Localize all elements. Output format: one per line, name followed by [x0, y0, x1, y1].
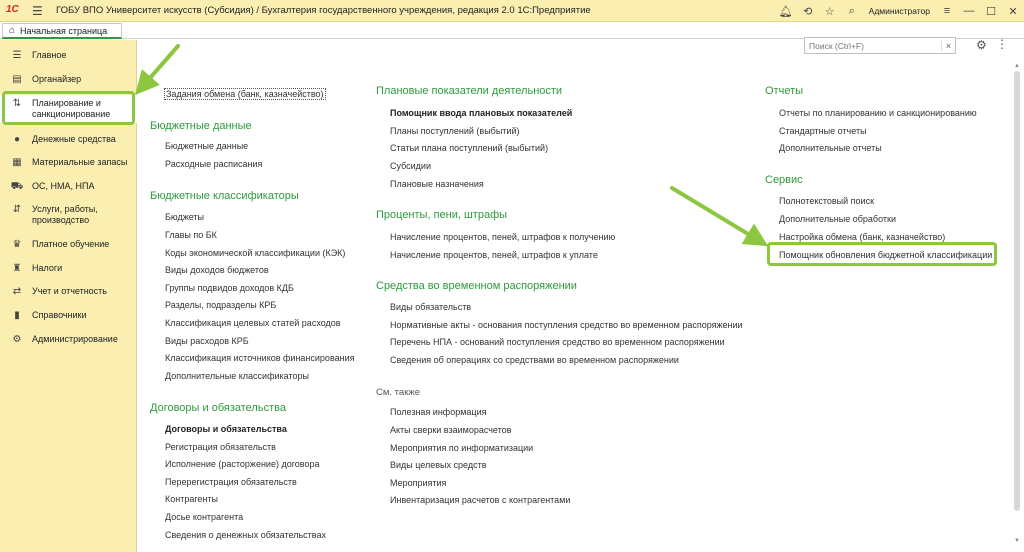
user-name[interactable]: Администратор — [868, 6, 930, 16]
link-npa-list[interactable]: Перечень НПА - оснований поступления средство во временном распоряжении — [390, 337, 725, 347]
group-title-plan-indicators: Плановые показатели деятельности — [376, 85, 563, 97]
sidebar-item-services[interactable] — [0, 204, 137, 226]
link-it-activities[interactable]: Мероприятия по информатизации — [390, 443, 534, 453]
link-fulltext-search[interactable]: Полнотекстовый поиск — [779, 196, 875, 206]
link-regulatory-acts[interactable]: Нормативные акты - основания поступления средство во временном распоряжении — [390, 320, 743, 330]
link-counterparty-dossier[interactable]: Досье контрагента — [165, 512, 244, 522]
scroll-thumb[interactable] — [1014, 71, 1020, 511]
link-penalties-payable[interactable]: Начисление процентов, пеней, штрафов к уплате — [390, 250, 598, 260]
link-extra-processing[interactable]: Дополнительные обработки — [779, 214, 896, 224]
sidebar-item-label: Услуги, работы, производство — [32, 204, 98, 225]
link-obligation-types[interactable]: Виды обязательств — [390, 302, 472, 312]
sidebar-item-education[interactable] — [0, 239, 137, 250]
group-title-service: Сервис — [765, 174, 803, 186]
link-inventory-settlements[interactable]: Инвентаризация расчетов с контрагентами — [390, 495, 571, 505]
link-income-types[interactable]: Виды доходов бюджетов — [165, 265, 269, 275]
link-budget-data[interactable]: Бюджетные данные — [165, 141, 249, 151]
link-receipt-plan-items[interactable]: Статьи плана поступлений (выбытий) — [390, 143, 549, 153]
services-icon: ⇵ — [12, 204, 22, 215]
sidebar-item-organizer[interactable] — [0, 74, 137, 85]
more-icon[interactable]: ⋮ — [996, 37, 1008, 51]
group-title-penalties: Проценты, пени, штрафы — [376, 209, 508, 221]
stock-icon: ▦ — [12, 157, 22, 168]
sidebar-item-label: Денежные средства — [32, 134, 116, 144]
sidebar-item-admin[interactable] — [0, 334, 137, 345]
link-target-funds[interactable]: Виды целевых средств — [390, 460, 487, 470]
sidebar-item-label: Материальные запасы — [32, 157, 128, 167]
sidebar-item-main[interactable] — [0, 50, 137, 61]
clear-icon[interactable]: × — [941, 41, 955, 51]
link-receipt-plans[interactable]: Планы поступлений (выбытий) — [390, 126, 520, 136]
sidebar-item-stock[interactable] — [0, 157, 137, 168]
education-icon: ♛ — [12, 239, 22, 250]
link-exchange-settings[interactable]: Настройка обмена (банк, казначейство) — [779, 232, 946, 242]
link-contract-execution[interactable]: Исполнение (расторжение) договора — [165, 459, 320, 469]
group-title-reports: Отчеты — [765, 85, 804, 97]
hamburger-menu-icon[interactable]: ☰ — [32, 3, 43, 18]
planning-icon: ⇅ — [12, 98, 22, 109]
link-extra-classifiers[interactable]: Дополнительные классификаторы — [165, 371, 309, 381]
link-extra-reports[interactable]: Дополнительные отчеты — [779, 143, 882, 153]
search-input[interactable] — [805, 38, 941, 53]
main-panel — [138, 37, 1024, 552]
app-logo: 1С — [6, 3, 19, 15]
link-penalties-receivable[interactable]: Начисление процентов, пеней, штрафов к получению — [390, 232, 616, 242]
bell-icon[interactable]: 🔔︎ — [778, 5, 793, 18]
sidebar-highlight-frame — [2, 91, 135, 125]
settings-menu-icon[interactable]: ≡ — [943, 5, 951, 17]
link-monetary-obligations[interactable]: Сведения о денежных обязательствах — [165, 530, 326, 540]
sidebar-item-label: Налоги — [32, 263, 63, 273]
group-title-see-also: См. также — [376, 387, 420, 398]
sidebar — [0, 40, 137, 552]
tab-home[interactable] — [2, 23, 122, 39]
link-target-classification[interactable]: Классификация целевых статей расходов — [165, 318, 341, 328]
vertical-scrollbar[interactable] — [1013, 63, 1021, 547]
link-useful-info[interactable]: Полезная информация — [390, 407, 487, 417]
link-kdb-groups[interactable]: Группы подвидов доходов КДБ — [165, 283, 294, 293]
group-title-contracts: Договоры и обязательства — [150, 402, 286, 414]
sidebar-item-taxes[interactable] — [0, 263, 137, 274]
link-temporary-operations[interactable]: Сведения об операциях со средствами во временном распоряжении — [390, 355, 679, 365]
group-title-budget-data: Бюджетные данные — [150, 120, 252, 132]
group-title-temporary-funds: Средства во временном распоряжении — [376, 280, 577, 292]
sidebar-item-label: Справочники — [32, 310, 87, 320]
sidebar-item-accounting[interactable] — [0, 286, 137, 297]
link-kek-codes[interactable]: Коды экономической классификации (КЭК) — [165, 248, 346, 258]
link-plan-assignments[interactable]: Плановые назначения — [390, 179, 484, 189]
service-highlight-frame — [767, 242, 997, 266]
link-reconciliation-acts[interactable]: Акты сверки взаиморасчетов — [390, 425, 512, 435]
search-icon[interactable]: ⌕ — [848, 4, 855, 17]
link-exchange-tasks[interactable]: Задания обмена (банк, казначейство) — [166, 89, 324, 99]
book-icon: ▮ — [14, 310, 20, 321]
sidebar-item-label: ОС, НМА, НПА — [32, 181, 95, 191]
organizer-icon: ▤ — [12, 74, 22, 85]
link-standard-reports[interactable]: Стандартные отчеты — [779, 126, 867, 136]
scroll-down-icon[interactable]: ▼ — [1014, 538, 1020, 544]
sidebar-item-assets[interactable] — [0, 181, 137, 192]
link-plan-wizard[interactable]: Помощник ввода плановых показателей — [390, 108, 573, 118]
link-activities[interactable]: Мероприятия — [390, 478, 447, 488]
sidebar-item-label: Платное обучение — [32, 239, 110, 249]
title-bar — [0, 0, 1024, 22]
link-contracts[interactable]: Договоры и обязательства — [165, 424, 287, 434]
link-krb-sections[interactable]: Разделы, подразделы КРБ — [165, 300, 277, 310]
link-funding-sources[interactable]: Классификация источников финансирования — [165, 353, 355, 363]
maximize-icon[interactable]: ☐ — [986, 5, 996, 18]
sidebar-item-references[interactable] — [0, 310, 137, 321]
link-planning-reports[interactable]: Отчеты по планированию и санкционированию — [779, 108, 977, 118]
link-expense-schedules[interactable]: Расходные расписания — [165, 159, 263, 169]
link-classification-update-wizard[interactable]: Помощник обновления бюджетной классификации — [779, 250, 993, 260]
search-field[interactable] — [804, 37, 956, 54]
sidebar-item-label: Администрирование — [32, 334, 118, 344]
star-icon[interactable]: ☆ — [824, 5, 835, 18]
sidebar-item-label: Главное — [32, 50, 67, 60]
truck-icon: ⛟ — [10, 181, 24, 192]
link-obligations-registration[interactable]: Регистрация обязательств — [165, 442, 276, 452]
sidebar-item-label: Органайзер — [32, 74, 82, 84]
gear-icon: ⚙ — [12, 334, 22, 345]
group-title-classifiers: Бюджетные классификаторы — [150, 190, 299, 202]
scroll-up-icon[interactable]: ▲ — [1014, 63, 1020, 69]
sidebar-item-label: Учет и отчетность — [32, 286, 107, 296]
taxes-icon: ♜ — [12, 263, 22, 274]
accounting-icon: ⇄ — [12, 286, 22, 297]
sidebar-item-label: Планирование и санкционирование — [32, 98, 111, 119]
link-budgets[interactable]: Бюджеты — [165, 212, 205, 222]
menu-icon: ☰ — [12, 50, 22, 61]
title-bar-controls — [775, 0, 1024, 22]
home-icon: ⌂ — [9, 25, 16, 36]
link-subsidies[interactable]: Субсидии — [390, 161, 431, 171]
settings-gear-icon[interactable]: ⚙ — [976, 38, 987, 52]
link-reregistration[interactable]: Перерегистрация обязательств — [165, 477, 297, 487]
minimize-icon[interactable]: — — [963, 5, 975, 17]
money-icon: ● — [13, 134, 21, 145]
sidebar-item-money[interactable] — [0, 134, 137, 145]
window-title: ГОБУ ВПО Университет искусств (Субсидия) / Бухгалтерия государственного учреждения, редакция 2.0 1С:Предприятие — [56, 5, 591, 16]
link-krb-expense-types[interactable]: Виды расходов КРБ — [165, 336, 249, 346]
history-icon[interactable]: ⟲ — [803, 5, 813, 18]
link-counterparties[interactable]: Контрагенты — [165, 494, 219, 504]
link-bk-chapters[interactable]: Главы по БК — [165, 230, 217, 240]
tab-home-label: Начальная страница — [20, 25, 108, 36]
close-icon[interactable]: ✕ — [1008, 5, 1018, 18]
